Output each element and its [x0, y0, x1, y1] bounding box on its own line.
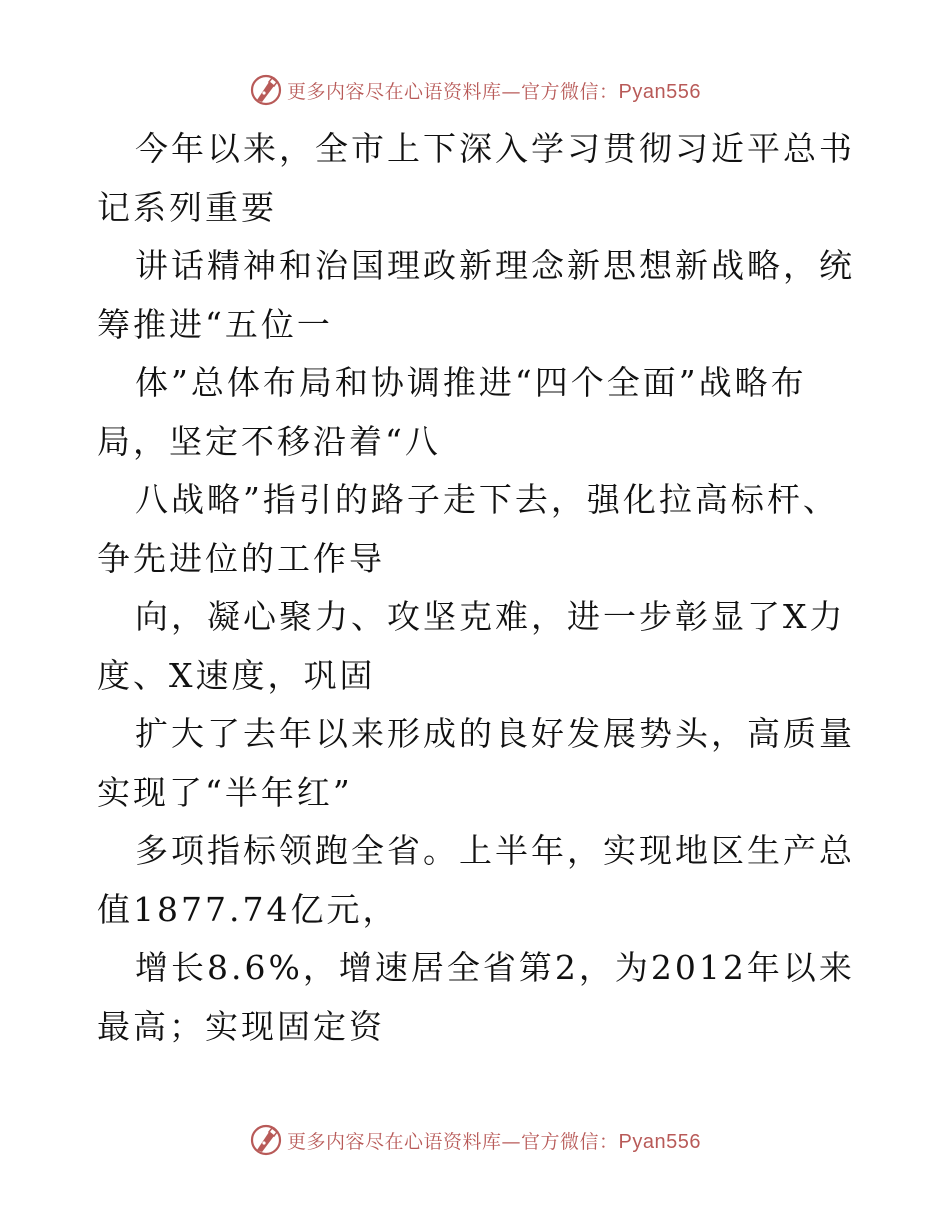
footer-banner-text-cn: 更多内容尽在心语资料库—官方微信： — [287, 1130, 619, 1153]
paragraph-7: 多项指标领跑全省。上半年，实现地区生产总值1877.74亿元， — [97, 831, 855, 929]
paragraph-3: 体”总体布局和协调推进“四个全面”战略布局，坚定不移沿着“八 — [97, 363, 807, 461]
pen-nib-logo-icon — [249, 73, 283, 107]
paragraph-8: 增长8.6%，增速居全省第2，为2012年以来最高；实现固定资 — [97, 948, 855, 1046]
header-banner-text-cn: 更多内容尽在心语资料库—官方微信： — [287, 80, 619, 103]
pen-nib-logo-icon — [249, 1123, 283, 1157]
header-banner — [0, 70, 950, 110]
paragraph-2: 讲话精神和治国理政新理念新思想新战略，统筹推进“五位一 — [97, 246, 855, 344]
paragraph-6: 扩大了去年以来形成的良好发展势头，高质量实现了“半年红” — [97, 714, 855, 812]
paragraph-1: 今年以来，全市上下深入学习贯彻习近平总书记系列重要 — [97, 129, 855, 227]
document-body — [97, 120, 857, 1056]
footer-banner-text — [287, 1127, 701, 1154]
footer-banner — [0, 1120, 950, 1160]
header-banner-wechat-id: Pyan556 — [618, 80, 701, 103]
header-banner-text — [287, 77, 701, 104]
paragraph-5: 向，凝心聚力、攻坚克难，进一步彰显了X力度、X速度，巩固 — [97, 597, 846, 695]
paragraph-4: 八战略”指引的路子走下去，强化拉高标杆、争先进位的工作导 — [97, 480, 839, 578]
footer-banner-wechat-id: Pyan556 — [618, 1130, 701, 1153]
